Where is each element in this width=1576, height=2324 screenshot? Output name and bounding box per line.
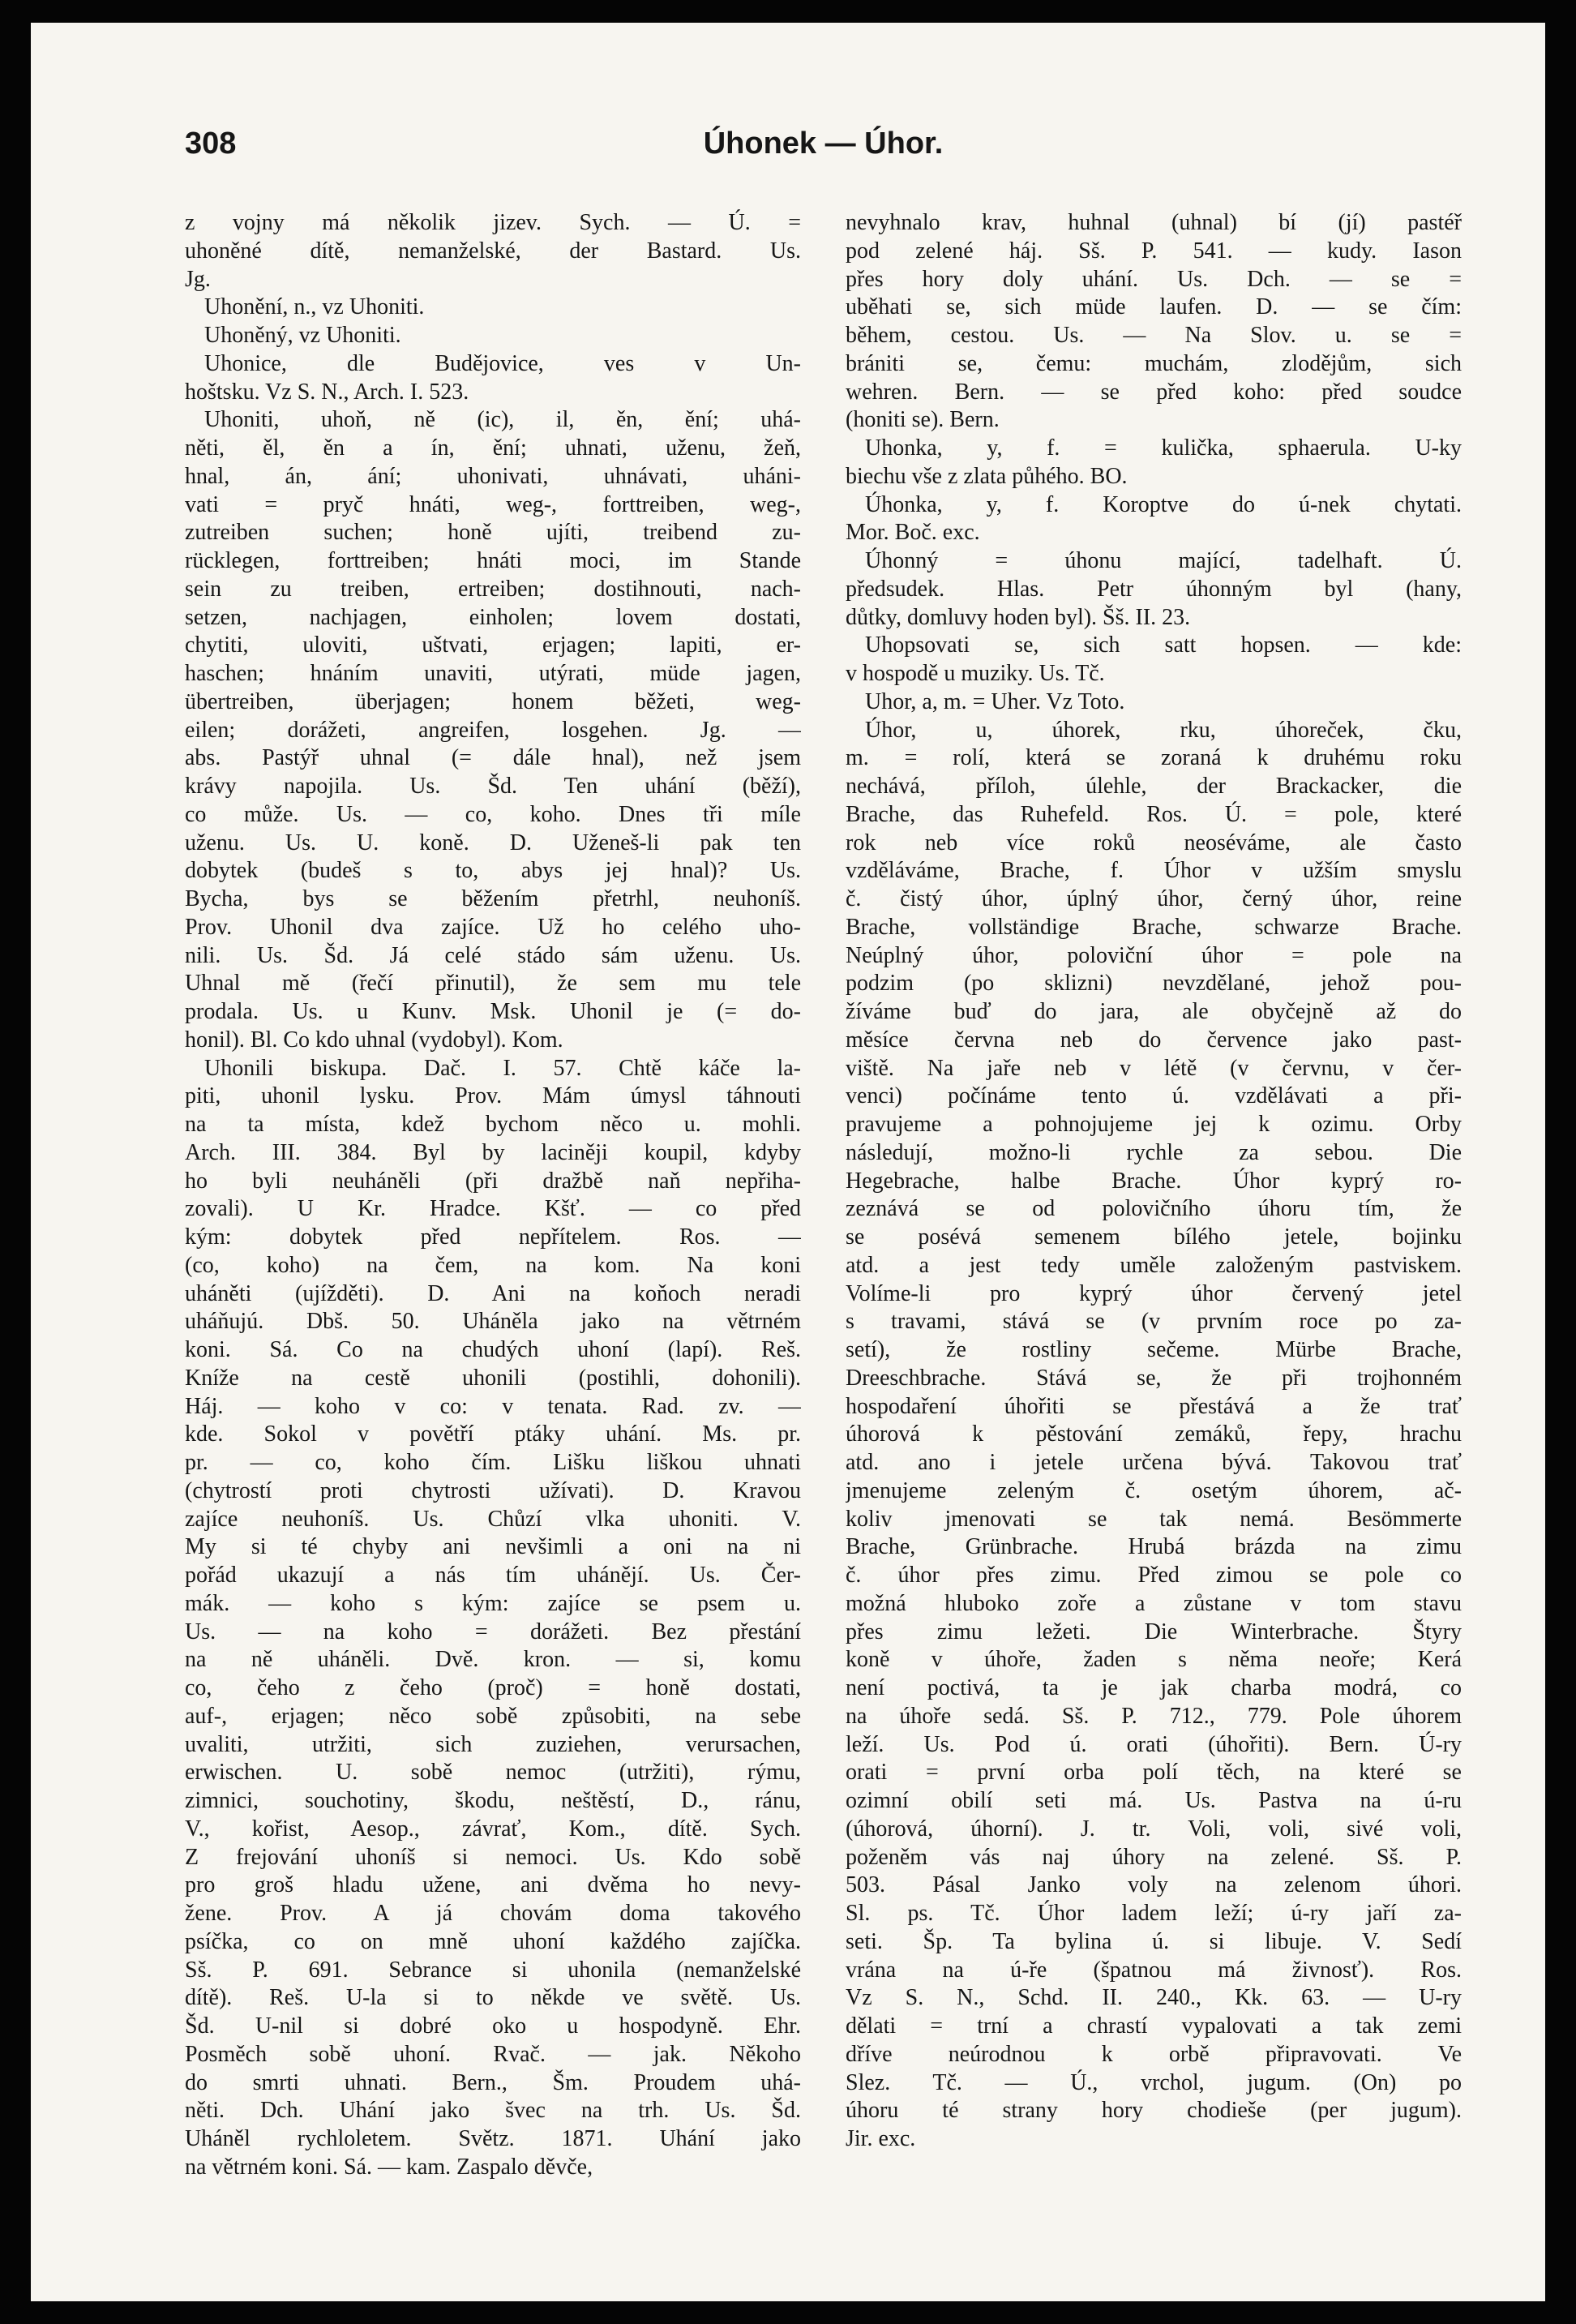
text-line: leží. Us. Pod ú. orati (úhořiti). Bern. Ú-ry (846, 1731, 1462, 1757)
text-line: ozimní obilí seti má. Us. Pastva na ú-ru (846, 1788, 1462, 1813)
text-line: na ně uháněli. Dvě. kron. — si, komu (185, 1647, 801, 1673)
text-line: zimnici, souchotiny, škodu, neštěstí, D., ránu, (185, 1788, 801, 1813)
right-column (846, 209, 1462, 2182)
text-line: něti. Dch. Uhání jako švec na trh. Us. Šd. (185, 2098, 801, 2124)
text-line: My si té chyby ani nevšimli a oni na ni (185, 1534, 801, 1560)
text-columns (185, 209, 1462, 2182)
text-line: vzděláváme, Brache, f. Úhor v užším smyslu (846, 858, 1462, 884)
text-line: úhoru té strany hory chodieše (per jugum). (846, 2098, 1462, 2124)
text-line: uháněti (ujížděti). D. Ani na koňoch neradi (185, 1280, 801, 1306)
text-line: honil). Bl. Co kdo uhnal (vydobyl). Kom. (185, 1027, 563, 1053)
text-line: se posévá semenem bílého jetele, bojinku (846, 1224, 1462, 1250)
text-line: důtky, domluvy hoden byl). Šš. II. 23. (846, 604, 1191, 630)
text-line: setí), že rostliny sečeme. Mürbe Brache, (846, 1337, 1462, 1362)
text-line: měsíce června neb do července jako past- (846, 1027, 1462, 1053)
text-line: kým: dobytek před nepřítelem. Ros. — (185, 1224, 801, 1250)
text-line: viště. Na jaře neb v létě (v červnu, v čer- (846, 1055, 1462, 1081)
text-line: Jir. exc. (846, 2126, 916, 2151)
text-line: co může. Us. — co, koho. Dnes tři míle (185, 801, 801, 827)
text-line: zutreiben suchen; honě ujíti, treibend zu- (185, 520, 801, 546)
text-line: Uháněl rychloletem. Světz. 1871. Uhání jako (185, 2126, 801, 2151)
text-line: Z frejování uhoníš si nemoci. Us. Kdo sobě (185, 1844, 801, 1870)
page-header (185, 110, 1462, 175)
text-line: Arch. III. 384. Byl by laciněji koupil, kdyby (185, 1139, 801, 1165)
text-line: Sš. P. 691. Sebrance si uhonila (nemanželské (185, 1957, 801, 1983)
text-line: dobytek (budeš s to, abys jej hnal)? Us. (185, 858, 801, 884)
text-line: (co, koho) na čem, na kom. Na koni (185, 1252, 801, 1278)
text-line: Uhoniti, uhoň, ně (ic), il, ěn, ění; uhá- (204, 407, 801, 433)
text-line: uvaliti, utržiti, sich zuziehen, verursachen, (185, 1731, 801, 1757)
text-line: (úhorová, úhorní). J. tr. Voli, voli, sivé voli, (846, 1816, 1462, 1842)
text-line: zajíce neuhoníš. Us. Chůzí vlka uhoniti. V. (185, 1506, 801, 1532)
text-line: auf-, erjagen; něco sobě způsobiti, na sebe (185, 1703, 801, 1729)
text-line: zovali). U Kr. Hradce. Kšť. — co před (185, 1196, 801, 1222)
text-line: prodala. Us. u Kunv. Msk. Uhonil je (= do- (185, 999, 801, 1024)
text-line: přes zimu ležeti. Die Winterbrache. Štyry (846, 1619, 1462, 1644)
text-line: č. úhor přes zimu. Před zimou se pole co (846, 1563, 1462, 1588)
text-line: během, cestou. Us. — Na Slov. u. se = (846, 323, 1462, 348)
text-line: vrána na ú-ře (špatnou má živnosť). Ros. (846, 1957, 1462, 1983)
text-line: Uhor, a, m. = Uher. Vz Toto. (865, 688, 1125, 714)
text-line: V., kořist, Aesop., závrať, Kom., dítě. Sych. (185, 1816, 801, 1842)
text-line: koliv jmenovati se tak nemá. Besömmerte (846, 1506, 1462, 1532)
text-line: Brache, Grünbrache. Hrubá brázda na zimu (846, 1534, 1462, 1560)
text-line: Slez. Tč. — Ú., vrchol, jugum. (On) po (846, 2069, 1462, 2095)
text-line: Posměch sobě uhoní. Rvač. — jak. Někoho (185, 2041, 801, 2067)
text-line: Úhonka, y, f. Koroptve do ú-nek chytati. (865, 491, 1462, 517)
text-line: na ta místa, kdež bychom něco u. mohli. (185, 1112, 801, 1137)
text-line: Volíme-li pro kyprý úhor červený jetel (846, 1280, 1462, 1306)
text-line: nevyhnalo krav, huhnal (uhnal) bí (jí) pastéř (846, 210, 1462, 235)
left-column (185, 209, 801, 2182)
text-line: 503. Pásal Janko voly na zelenom úhori. (846, 1872, 1462, 1898)
text-line: uháňujú. Dbš. 50. Uháněla jako na větrném (185, 1309, 801, 1335)
text-line: orati = první orba polí těch, na které se (846, 1760, 1462, 1786)
text-line: krávy napojila. Us. Šd. Ten uhání (běží), (185, 774, 801, 799)
text-line: Úhor, u, úhorek, rku, úhoreček, čku, (865, 717, 1462, 743)
text-line: setzen, nachjagen, einholen; lovem dostati, (185, 604, 801, 630)
text-line: Úhonný = úhonu mající, tadelhaft. Ú. (865, 548, 1462, 573)
text-line: hoštsku. Vz S. N., Arch. I. 523. (185, 379, 469, 405)
text-line: piti, uhonil lysku. Prov. Mám úmysl táhnouti (185, 1083, 801, 1109)
text-line: jmenujeme zeleným č. osetým úhorem, ač- (846, 1477, 1462, 1503)
text-line: z vojny má několik jizev. Sych. — Ú. = (185, 210, 801, 235)
text-line: možná hluboko zoře a zůstane v tom stavu (846, 1590, 1462, 1616)
text-line: Kníže na cestě uhonili (postihli, dohonili). (185, 1365, 801, 1391)
text-line: s travami, stává se (v prvním roce po za- (846, 1309, 1462, 1335)
text-line: Bycha, bys se běžením přetrhl, neuhoníš. (185, 886, 801, 911)
text-line: zeznává se od polovičního úhoru tím, že (846, 1196, 1462, 1222)
text-line: Brache, vollständige Brache, schwarze Brache. (846, 914, 1462, 940)
text-line: atd. a jest tedy uměle založeným pastviskem. (846, 1252, 1462, 1278)
text-line: Hegebrache, halbe Brache. Úhor kyprý ro- (846, 1168, 1462, 1194)
text-line: podzim (po sklizni) nevzdělané, jehož pou- (846, 971, 1462, 997)
text-line: uhoněné dítě, nemanželské, der Bastard. Us. (185, 238, 801, 264)
text-line: uběhati se, sich müde laufen. D. — se čím: (846, 294, 1462, 320)
text-line: rücklegen, forttreiben; hnáti moci, im Stande (185, 548, 801, 573)
text-line: předsudek. Hlas. Petr úhonným byl (hany, (846, 576, 1462, 602)
text-line: dříve neúrodnou k orbě připravovati. Ve (846, 2041, 1462, 2067)
text-line: mák. — koho s kým: zajíce se psem u. (185, 1590, 801, 1616)
text-line: brániti se, čemu: muchám, zlodějům, sich (846, 350, 1462, 376)
text-line: pro groš hladu užene, ani dvěma ho nevy- (185, 1872, 801, 1898)
text-line: rok neb více roků neoséváme, ale často (846, 830, 1462, 855)
text-line: koně v úhoře, žaden s něma neoře; Kerá (846, 1647, 1462, 1673)
text-line: Dreeschbrache. Stává se, že při trojhonném (846, 1365, 1462, 1391)
text-line: koni. Sá. Co na chudých uhoní (lapí). Reš. (185, 1337, 801, 1362)
text-line: eilen; dorážeti, angreifen, losgehen. Jg. — (185, 717, 801, 743)
text-line: pr. — co, koho čím. Lišku liškou uhnati (185, 1450, 801, 1475)
text-line: Háj. — koho v co: v tenata. Rad. zv. — (185, 1393, 801, 1419)
text-line: (honiti se). Bern. (846, 407, 1000, 433)
text-line: Jg. (185, 266, 211, 292)
text-line: Sl. ps. Tč. Úhor ladem leží; ú-ry jaří za- (846, 1901, 1462, 1926)
text-line: co, čeho z čeho (proč) = honě dostati, (185, 1675, 801, 1700)
text-line: Uhonka, y, f. = kulička, sphaerula. U-ky (865, 435, 1462, 461)
text-line: hospodaření úhořiti se přestává a že trať (846, 1393, 1462, 1419)
text-line: Brache, das Ruhefeld. Ros. Ú. = pole, které (846, 801, 1462, 827)
text-line: vati = pryč hnáti, weg-, forttreiben, weg-, (185, 491, 801, 517)
text-line: Vz S. N., Schd. II. 240., Kk. 63. — U-ry (846, 1985, 1462, 2011)
text-line: přes hory doly uhání. Us. Dch. — se = (846, 266, 1462, 292)
text-line: chytiti, uloviti, uštvati, erjagen; lapiti, er- (185, 632, 801, 658)
text-line: ho byli neuháněli (při dražbě naň nepřiha- (185, 1168, 801, 1194)
text-line: Uhopsovati se, sich satt hopsen. — kde: (865, 632, 1462, 658)
text-line: hnal, án, ání; uhonivati, uhnávati, uháni- (185, 463, 801, 489)
text-line: Uhnal mě (řečí přinutil), že sem mu tele (185, 971, 801, 997)
text-line: pravujeme a pohnojujeme jej k ozimu. Orby (846, 1112, 1462, 1137)
text-line: seti. Šp. Ta bylina ú. si libuje. V. Sedí (846, 1928, 1462, 1954)
text-line: úhorová k pěstování zemáků, řepy, hrachu (846, 1421, 1462, 1447)
text-line: uženu. Us. U. koně. D. Uženeš-li pak ten (185, 830, 801, 855)
text-line: Neúplný úhor, poloviční úhor = pole na (846, 942, 1462, 968)
text-line: pořád ukazují a nás tím uhánějí. Us. Čer- (185, 1563, 801, 1588)
text-line: něti, ěl, ěn a ín, ění; uhnati, uženu, žeň, (185, 435, 801, 461)
text-line: pod zelené háj. Sš. P. 541. — kudy. Iason (846, 238, 1462, 264)
text-line: Us. — na koho = dorážeti. Bez přestání (185, 1619, 801, 1644)
text-line: na větrném koni. Sá. — kam. Zaspalo děvče, (185, 2154, 593, 2180)
dictionary-page (31, 23, 1545, 2301)
text-line: v hospodě u muziky. Us. Tč. (846, 661, 1105, 686)
text-line: wehren. Bern. — se před koho: před soudce (846, 379, 1462, 405)
text-line: Uhonili biskupa. Dač. I. 57. Chtě káče la- (204, 1055, 801, 1081)
page-number: 308 (185, 126, 237, 161)
text-line: Prov. Uhonil dva zajíce. Už ho celého uho- (185, 914, 801, 940)
text-line: atd. ano i jetele určena bývá. Takovou trať (846, 1450, 1462, 1475)
text-line: poženěm vás naj úhory na zelené. Sš. P. (846, 1844, 1462, 1870)
text-line: kde. Sokol v povětří ptáky uhání. Ms. pr. (185, 1421, 801, 1447)
text-line: Uhonění, n., vz Uhoniti. (204, 294, 425, 320)
text-line: žíváme buď do jara, ale obyčejně až do (846, 999, 1462, 1024)
text-line: do smrti uhnati. Bern., Šm. Proudem uhá- (185, 2069, 801, 2095)
text-line: na úhoře sedá. Sš. P. 712., 779. Pole úhorem (846, 1703, 1462, 1729)
text-line: č. čistý úhor, úplný úhor, černý úhor, reine (846, 886, 1462, 911)
text-line: dítě). Reš. U-la si to někde ve světě. Us. (185, 1985, 801, 2011)
text-line: nili. Us. Šd. Já celé stádo sám uženu. Us. (185, 942, 801, 968)
text-line: biechu vše z zlata půhého. BO. (846, 463, 1128, 489)
running-head: Úhonek — Úhor. (703, 126, 944, 161)
text-line: Uhonice, dle Budějovice, ves v Un- (204, 350, 801, 376)
text-line: abs. Pastýř uhnal (= dále hnal), než jsem (185, 745, 801, 771)
text-line: (chytrostí proti chytrosti užívati). D. Kravou (185, 1477, 801, 1503)
text-line: Mor. Boč. exc. (846, 520, 980, 546)
text-line: m. = rolí, která se zoraná k druhému roku (846, 745, 1462, 771)
text-line: následují, možno-li rychle za sebou. Die (846, 1139, 1462, 1165)
text-line: nechává, příloh, úlehle, der Brackacker, die (846, 774, 1462, 799)
text-line: psíčka, co on mně uhoní každého zajíčka. (185, 1928, 801, 1954)
text-line: není poctivá, ta je jak charba modrá, co (846, 1675, 1462, 1700)
text-line: žene. Prov. A já chovám doma takového (185, 1901, 801, 1926)
text-line: Uhoněný, vz Uhoniti. (204, 323, 401, 348)
text-line: erwischen. U. sobě nemoc (utržiti), rýmu, (185, 1760, 801, 1786)
text-line: übertreiben, überjagen; honem běžeti, weg- (185, 688, 801, 714)
text-line: haschen; hnáním unaviti, utýrati, müde jagen, (185, 661, 801, 686)
text-line: dělati = trní a chrastí vypalovati a tak zemi (846, 2013, 1462, 2039)
text-line: venci) počínáme tento ú. vzdělávati a při- (846, 1083, 1462, 1109)
text-line: sein zu treiben, ertreiben; dostihnouti, nach- (185, 576, 801, 602)
text-line: Šd. U-nil si dobré oko u hospodyně. Ehr. (185, 2013, 801, 2039)
